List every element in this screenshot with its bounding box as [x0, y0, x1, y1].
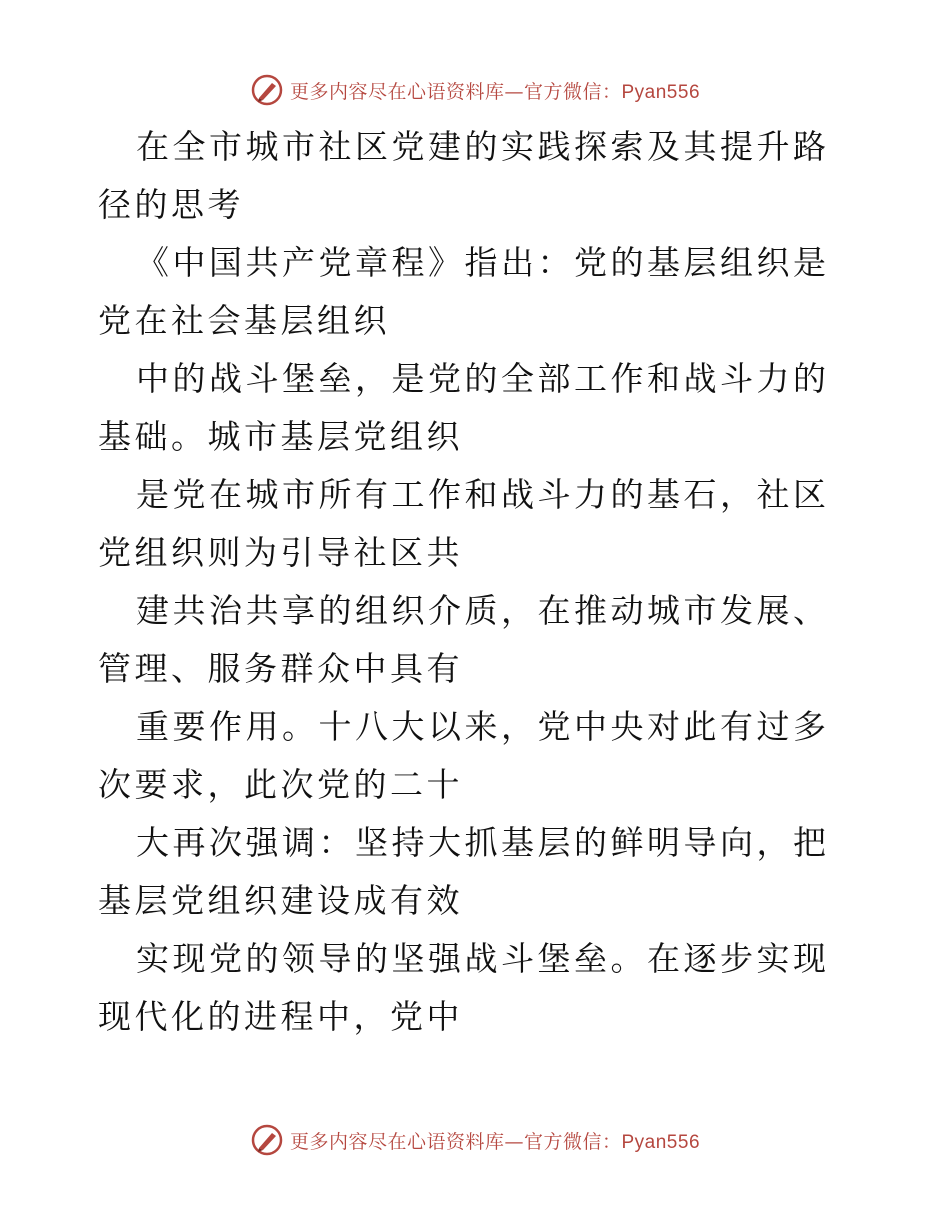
document-body: [98, 118, 858, 1046]
paragraph-8: 实现党的领导的坚强战斗堡垒。在逐步实现现代化的进程中，党中: [98, 939, 830, 1036]
paragraph-5: 建共治共享的组织介质，在推动城市发展、管理、服务群众中具有: [98, 591, 830, 688]
pen-circle-logo-icon: [250, 73, 284, 107]
footer-watermark: [0, 1120, 950, 1160]
pen-circle-logo-icon: [250, 1123, 284, 1157]
watermark-text: 更多内容尽在心语资料库—官方微信：Pyan556: [289, 80, 701, 103]
watermark-wechat-id: Pyan556: [621, 81, 701, 103]
paragraph-6: 重要作用。十八大以来，党中央对此有过多次要求，此次党的二十: [98, 707, 830, 804]
paragraph-2: 《中国共产党章程》指出：党的基层组织是党在社会基层组织: [98, 243, 830, 340]
paragraph-7: 大再次强调：坚持大抓基层的鲜明导向，把基层党组织建设成有效: [98, 823, 830, 920]
paragraph-4: 是党在城市所有工作和战斗力的基石，社区党组织则为引导社区共: [98, 475, 830, 572]
paragraph-3: 中的战斗堡垒，是党的全部工作和战斗力的基础。城市基层党组织: [98, 359, 830, 456]
paragraph-1: 在全市城市社区党建的实践探索及其提升路径的思考: [98, 127, 830, 224]
watermark-text: 更多内容尽在心语资料库—官方微信：Pyan556: [289, 1130, 701, 1153]
watermark-wechat-id: Pyan556: [621, 1131, 701, 1153]
header-watermark: [0, 70, 950, 110]
